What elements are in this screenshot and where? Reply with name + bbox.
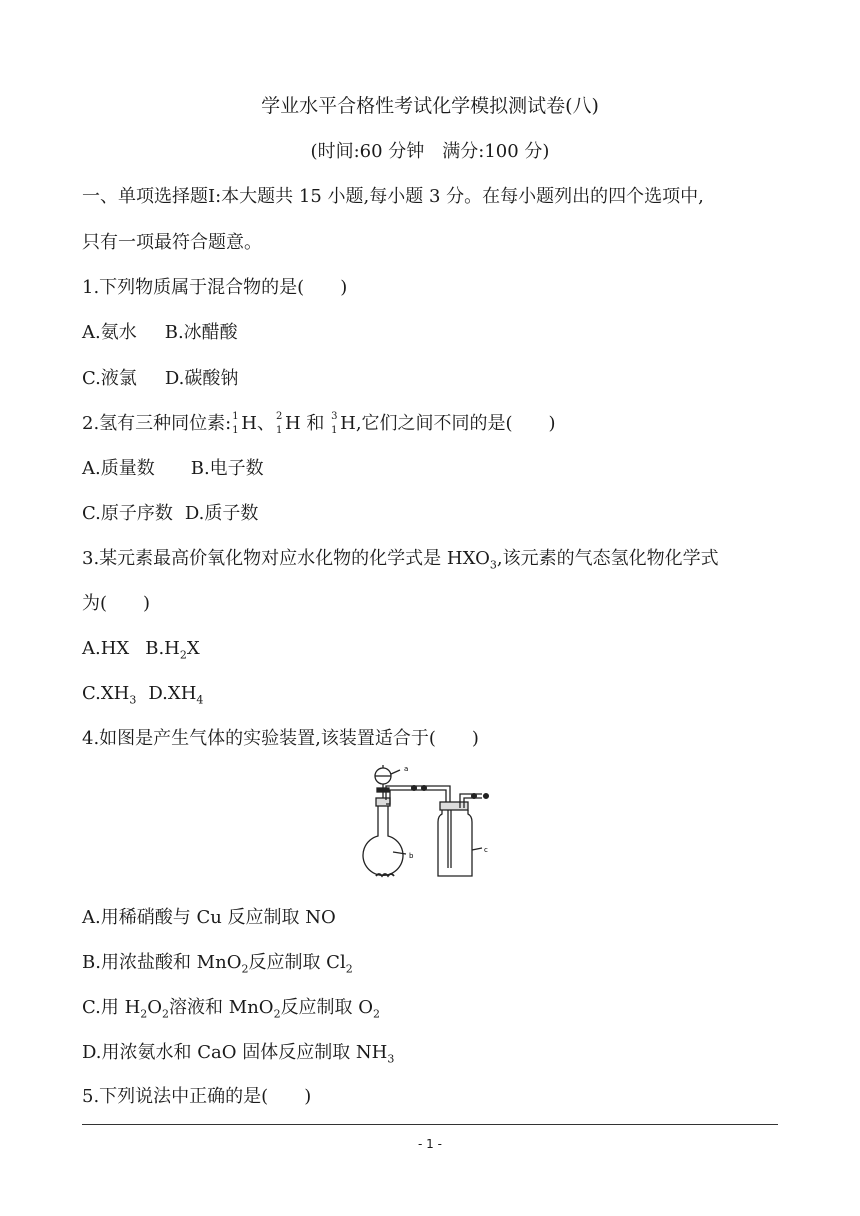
question-2-options-cd bbox=[82, 502, 258, 526]
section-heading-cont: 只有一项最符合题意。 bbox=[82, 232, 262, 253]
isotope-3: 3 1 bbox=[331, 411, 338, 436]
option-b[interactable]: $B.H_2X$ bbox=[145, 638, 200, 662]
question-3-options-cd bbox=[82, 682, 203, 706]
option-d[interactable]: D.碳酸钠 bbox=[164, 368, 239, 389]
option-d[interactable]: D.质子数 bbox=[184, 503, 259, 524]
question-2-stem: 2.氢有三种同位素: 1 1 H、 2 1 H 和 3 1 H,它们之间不同的是( ) bbox=[82, 411, 556, 436]
option-c[interactable]: C.原子序数 bbox=[82, 503, 173, 524]
section-heading: 一、单项选择题Ⅰ:本大题共 15 小题,每小题 3 分。在每小题列出的四个选项中, bbox=[82, 186, 704, 207]
option-b[interactable]: B.电子数 bbox=[190, 458, 264, 479]
footer-divider bbox=[82, 1124, 778, 1125]
question-3-stem: 3.某元素最高价氧化物对应水化物的化学式是 $HXO_3$,该元素的气态氢化物化学式 bbox=[82, 548, 719, 572]
option-a[interactable]: A.用稀硝酸与 Cu 反应制取 NO bbox=[82, 907, 336, 928]
question-5-stem: 5.下列说法中正确的是( ) bbox=[82, 1086, 312, 1107]
question-2-options-ab bbox=[82, 457, 264, 481]
gas-apparatus-diagram bbox=[360, 764, 500, 886]
page-number: - 1 - bbox=[418, 1137, 442, 1151]
option-d[interactable]: $D.XH_4$ bbox=[148, 683, 204, 707]
option-a[interactable]: A.氨水 bbox=[82, 322, 137, 343]
option-c[interactable]: C.用 $H_2O_2$溶液和 MnO$_2$反应制取 $O_2$ bbox=[82, 997, 381, 1021]
option-b[interactable]: B.冰醋酸 bbox=[164, 322, 238, 343]
question-1-stem: 1.下列物质属于混合物的是( ) bbox=[82, 277, 348, 298]
exam-info: (时间:60 分钟 满分:100 分) bbox=[310, 141, 550, 162]
option-a[interactable]: A.HX bbox=[82, 638, 130, 659]
question-3-options-ab bbox=[82, 637, 200, 661]
label-c: c bbox=[484, 846, 488, 854]
option-c[interactable]: C.液氯 bbox=[82, 368, 137, 389]
question-1-options-ab bbox=[82, 321, 238, 345]
page-title: 学业水平合格性考试化学模拟测试卷(八) bbox=[261, 95, 599, 117]
option-b[interactable]: B.用浓盐酸和 MnO$_2$反应制取 $Cl_2$ bbox=[82, 952, 353, 976]
question-3-stem-cont: 为( ) bbox=[82, 593, 151, 614]
question-1-options-cd bbox=[82, 367, 238, 391]
option-a[interactable]: A.质量数 bbox=[82, 458, 155, 479]
isotope-1: 1 1 bbox=[232, 411, 239, 436]
isotope-2: 2 1 bbox=[275, 411, 283, 436]
round-flask bbox=[363, 806, 403, 875]
label-b: b bbox=[409, 852, 414, 860]
gas-bottle bbox=[438, 810, 472, 876]
option-c[interactable]: $C.XH_3$ bbox=[82, 683, 137, 707]
label-a: a bbox=[404, 765, 409, 773]
option-d[interactable]: D.用浓氨水和 CaO 固体反应制取 $NH_3$ bbox=[82, 1042, 395, 1066]
question-4-stem: 4.如图是产生气体的实验装置,该装置适合于( ) bbox=[82, 728, 479, 749]
